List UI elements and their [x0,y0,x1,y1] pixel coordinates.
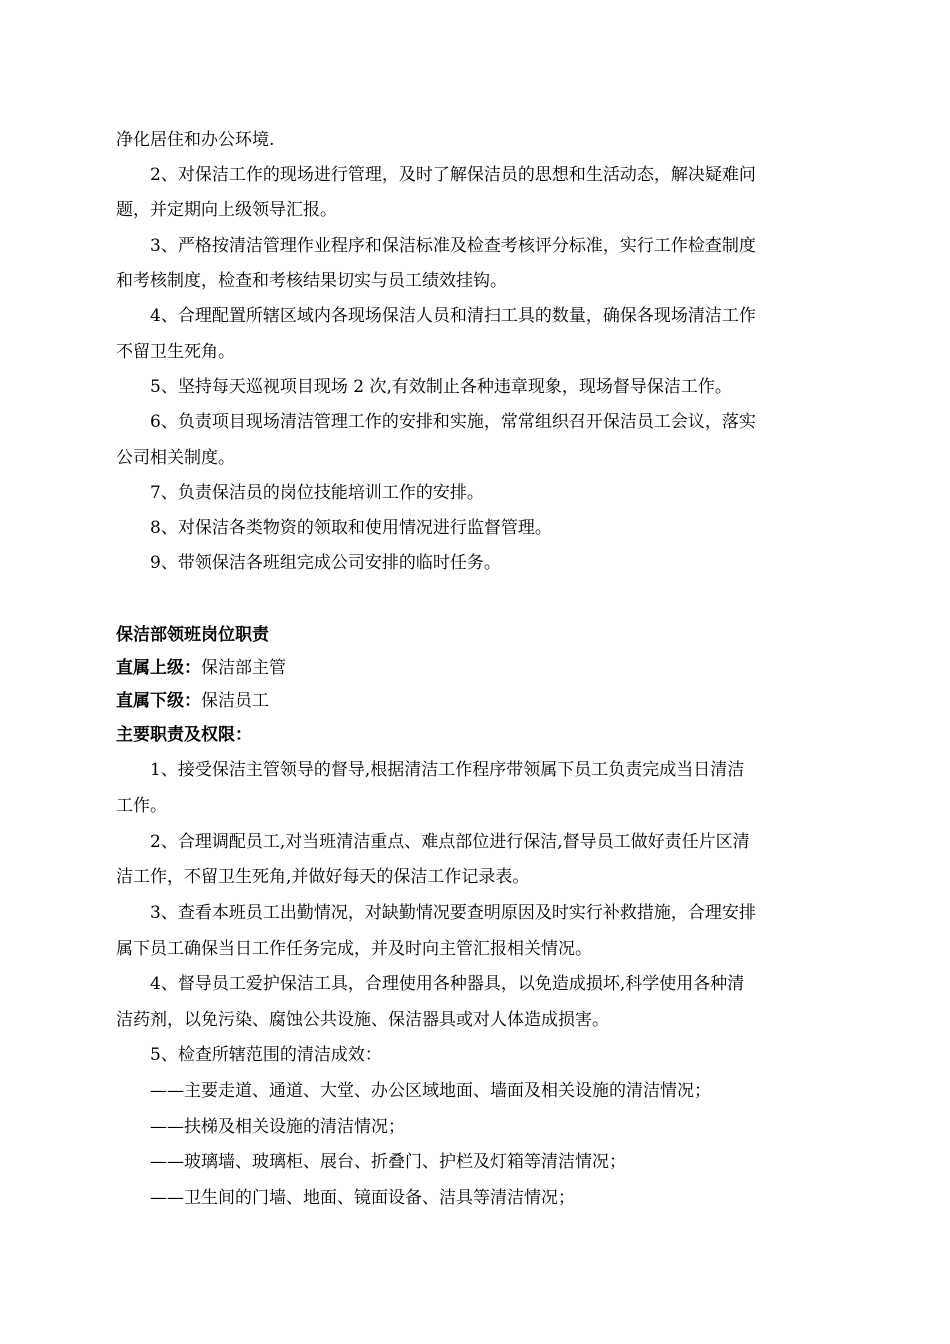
duty-item-2-line1: 2、对保洁工作的现场进行管理，及时了解保洁员的思想和生活动态，解决疑难问 [150,165,756,185]
direct-superior [116,656,838,680]
check-item-3: ——玻璃墙、玻璃柜、展台、折叠门、护栏及灯箱等清洁情况； [150,1152,626,1172]
direct-subordinate [116,689,838,713]
direct-subordinate-value: 保洁员工 [201,691,269,711]
duty-item-3-line2: 和考核制度，检查和考核结果切实与员工绩效挂钩。 [116,271,507,291]
duty-item-6-line2: 公司相关制度。 [116,448,235,468]
duty-item-6-line1: 6、负责项目现场清洁管理工作的安排和实施，常常组织召开保洁员工会议，落实 [150,412,756,432]
duty-item-9: 9、带领保洁各班组完成公司安排的临时任务。 [150,553,501,573]
duty-item-7: 7、负责保洁员的岗位技能培训工作的安排。 [150,483,484,503]
leader-duty-4-line2: 洁药剂，以免污染、腐蚀公共设施、保洁器具或对人体造成损害。 [116,1010,609,1030]
duty-item-2-line2: 题，并定期向上级领导汇报。 [116,200,337,220]
check-item-1: ——主要走道、通道、大堂、办公区域地面、墙面及相关设施的清洁情况； [150,1081,711,1101]
leader-duty-3-line1: 3、查看本班员工出勤情况，对缺勤情况要查明原因及时实行补救措施，合理安排 [150,903,756,923]
direct-subordinate-label: 直属下级： [116,691,201,711]
leader-duty-3-line2: 属下员工确保当日工作任务完成，并及时向主管汇报相关情况。 [116,939,592,959]
direct-superior-label: 直属上级： [116,658,201,678]
duty-item-4-line2: 不留卫生死角。 [116,342,235,362]
paragraph-continuation: 净化居住和办公环境. [116,130,275,150]
duty-item-8: 8、对保洁各类物资的领取和使用情况进行监督管理。 [150,518,552,538]
direct-superior-value: 保洁部主管 [201,658,286,678]
check-item-2: ——扶梯及相关设施的清洁情况； [150,1117,405,1137]
leader-duty-4-line1: 4、督导员工爱护保洁工具，合理使用各种器具，以免造成损坏,科学使用各种清 [150,974,745,994]
section-title: 保洁部领班岗位职责 [116,625,269,645]
leader-duty-1-line2: 工作。 [116,796,167,816]
leader-duty-2-line2: 洁工作，不留卫生死角,并做好每天的保洁工作记录表。 [116,867,530,887]
check-item-4: ——卫生间的门墙、地面、镜面设备、洁具等清洁情况； [150,1188,575,1208]
leader-duty-1-line1: 1、接受保洁主管领导的督导,根据清洁工作程序带领属下员工负责完成当日清洁 [150,760,745,780]
duty-item-4-line1: 4、合理配置所辖区域内各现场保洁人员和清扫工具的数量，确保各现场清洁工作 [150,306,756,326]
leader-duty-5: 5、检查所辖范围的清洁成效： [150,1045,382,1065]
duty-item-5: 5、坚持每天巡视项目现场 2 次,有效制止各种违章现象，现场督导保洁工作。 [150,377,732,397]
duties-heading: 主要职责及权限： [116,725,252,745]
duty-item-3-line1: 3、严格按清洁管理作业程序和保洁标准及检查考核评分标准，实行工作检查制度 [150,236,756,256]
leader-duty-2-line1: 2、合理调配员工,对当班清洁重点、难点部位进行保洁,督导员工做好责任片区清 [150,832,750,852]
